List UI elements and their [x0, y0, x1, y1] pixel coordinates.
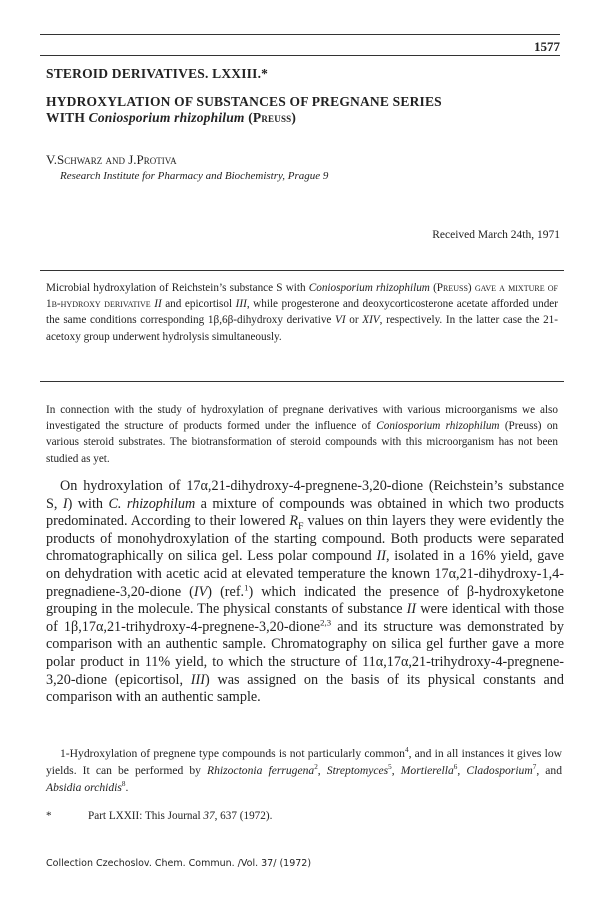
title-line-1: STEROID DERIVATIVES. LXXIII.* [46, 66, 269, 81]
body-text: and its structure was demonstrated by comparison with an authentic sample. Chromatography on silica gel further gave a more polar product in 11% yield, to which the structure of 11α,17α,21-trihydroxy-4-pregnene-3,20-dione (epicortisol, [46, 618, 564, 688]
body-text: ) which indicated the presence of β-hydroxyketone grouping in the molecule. The physical constants of substance [46, 583, 564, 618]
body-paragraph [46, 478, 564, 707]
title-prefix: WITH [46, 110, 89, 125]
organism-name: Coniosporium rhizophilum [376, 420, 500, 433]
abstract-text: Microbial hydroxylation of Reichstein’s substance S with [46, 282, 309, 294]
top-rule [40, 34, 560, 35]
intro-paragraph [46, 402, 558, 467]
abstract-text: , while progesterone and deoxycorticosterone acetate afforded under the same conditions corresponding 1β,6β-dihydroxy derivative [46, 298, 558, 327]
organism-name: Streptomyces [326, 763, 389, 777]
header-rule [40, 55, 560, 56]
title-organism-author: (Preuss) [248, 110, 297, 125]
compound-ref: II [406, 601, 417, 618]
body-text: , isolated in a 16% yield, gave on dehydration with acetic acid at elevated temperature the known 17α,21-dihydroxy-1,4-pregnadiene-3,20-dione ( [46, 548, 565, 600]
footnote-text: , 637 (1972). [214, 810, 273, 822]
paragraph-text: , and in all instances it gives low yields. It can be performed by [46, 747, 562, 777]
body-text: ) was assigned on the basis of its physical constants and comparison with an authentic sample. [46, 671, 564, 706]
body-text: ) (ref. [207, 583, 245, 600]
received-date: Received March 24th, 1971 [432, 229, 560, 241]
body-text: values on thin layers they were evidently the products of monohydroxylation of the starting compound. Both products were separated chromatographically on silica gel. Less polar compound [46, 513, 564, 565]
title-organism: Coniosporium rhizophilum [88, 110, 245, 125]
page-number: 1577 [534, 39, 560, 54]
organism-name: Coniosporium rhizophilum [308, 282, 430, 294]
title-line-3 [46, 110, 296, 126]
reference-number: 5 [388, 762, 392, 771]
compound-ref: XIV [362, 314, 380, 327]
reference-number: 7 [532, 762, 537, 771]
compound-ref: IV [193, 583, 208, 600]
reference-number: 8 [121, 779, 126, 788]
compound-ref: VI [335, 314, 346, 327]
journal-footer: Collection Czechoslov. Chem. Commun. /Vol. 37/ (1972) [46, 858, 312, 869]
abstract [46, 280, 558, 345]
organism-name: Mortierella [400, 763, 454, 777]
paragraph-text: , [317, 763, 327, 777]
intro-text: (Preuss) on various steroid substrates. The biotransformation of steroid compounds with this microorganism has not been studied as yet. [46, 420, 559, 465]
abstract-bottom-rule [40, 381, 564, 382]
intro-text: In connection with the study of hydroxylation of pregnane derivatives with various microorganisms we also investigated the structure of products formed under the influence of [46, 404, 558, 433]
paragraph-text: 1-Hydroxylation of pregnene type compounds is not particularly common [60, 747, 405, 760]
title-line-2: HYDROXYLATION OF SUBSTANCES OF PREGNANE SERIES [46, 94, 442, 109]
organism-name: Rhizoctonia ferrugena [207, 763, 315, 777]
reference-number: 1 [244, 581, 249, 592]
compound-ref: III [235, 298, 247, 311]
footnote-marker: * [46, 810, 52, 822]
reference-number: 6 [453, 762, 458, 771]
reference-number: 2 [314, 762, 318, 771]
authors: V.Schwarz and J.Protiva [46, 152, 177, 167]
organism-name: Cladosporium [466, 763, 533, 777]
footnote-volume: 37 [203, 810, 215, 822]
affiliation: Research Institute for Pharmacy and Biochemistry, Prague 9 [60, 170, 329, 182]
body-text: ) with [67, 495, 109, 512]
organism-name: Absidia orchidis [46, 780, 122, 794]
compound-ref: II [376, 548, 386, 565]
body-text: a mixture of compounds was obtained in which two products predominated. According to their lowered [46, 495, 564, 530]
compound-ref: II [154, 298, 162, 311]
rf-symbol: R [289, 513, 299, 530]
reference-number: 2,3 [320, 617, 332, 628]
footnote [46, 810, 272, 822]
abstract-text: , respectively. In the latter case the 21-acetoxy group underwent hydrolysis simultaneously. [46, 314, 558, 343]
paragraph-text: , [457, 763, 467, 777]
organism-name: C. rhizophilum [108, 495, 196, 512]
abstract-top-rule [40, 270, 564, 271]
reference-number: 4 [404, 746, 409, 755]
rf-subscript: F [298, 521, 304, 533]
footnote-text: Part LXXII: This Journal [88, 810, 204, 822]
body-text: were identical with those of 1β,17α,21-trihydroxy-4-pregnene-3,20-dione [46, 601, 564, 635]
paragraph-text: . [125, 780, 129, 794]
abstract-text: (Preuss) gave a mixture of 1β-hydroxy derivative [46, 282, 558, 311]
abstract-text: and epicortisol [161, 298, 236, 311]
abstract-text: or [345, 314, 363, 327]
compound-ref: III [190, 671, 205, 688]
paragraph-text: , and [536, 763, 563, 777]
hydroxylation-paragraph [46, 746, 562, 796]
compound-ref: I [62, 495, 68, 512]
paragraph-text: , [391, 763, 401, 777]
body-text: On hydroxylation of 17α,21-dihydroxy-4-pregnene-3,20-dione (Reichstein’s substance S, [46, 478, 564, 512]
